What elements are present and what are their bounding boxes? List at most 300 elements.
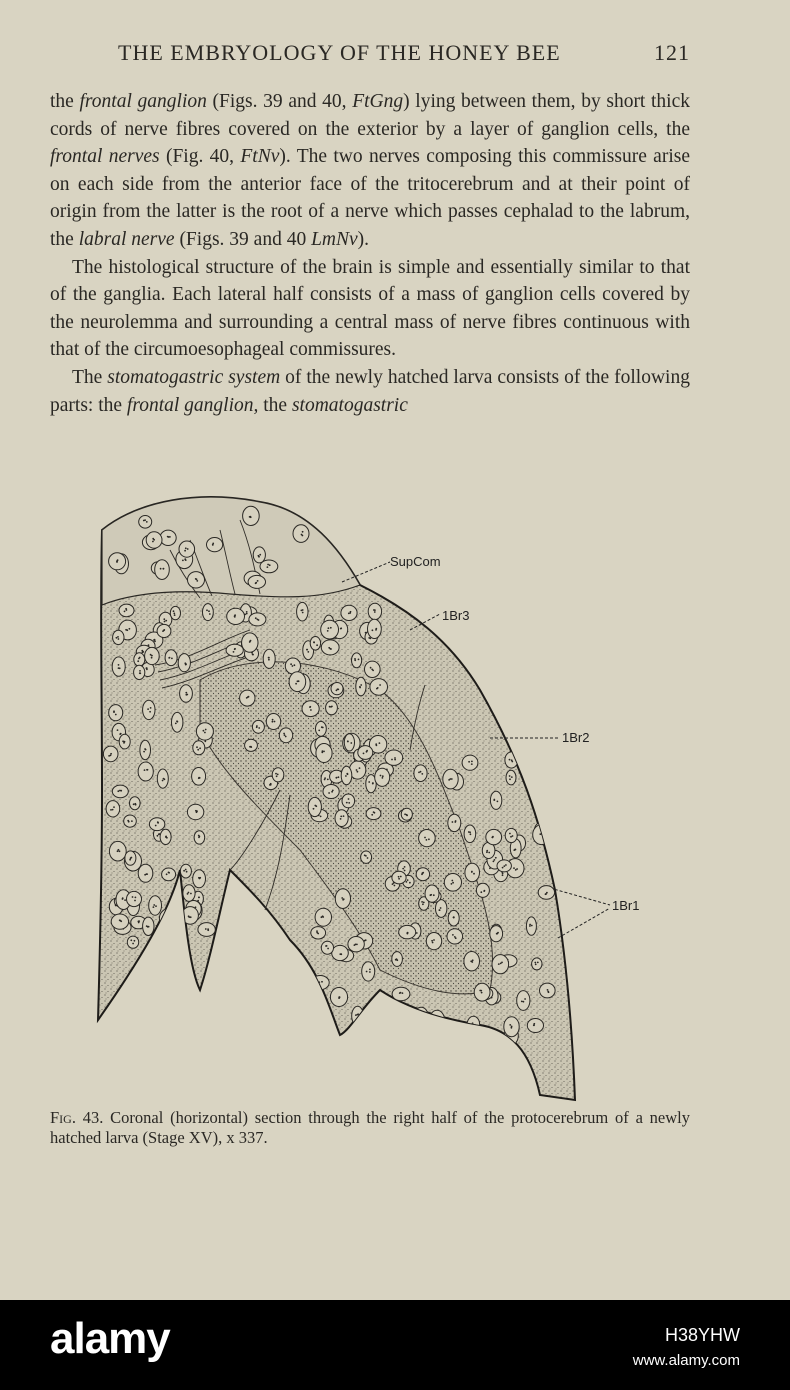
cell-nucleus-dot	[268, 657, 270, 659]
cell-nucleus-dot	[399, 992, 401, 994]
cell-nucleus-dot	[128, 821, 130, 823]
cell-nucleus-dot	[529, 925, 531, 927]
italic-term: frontal ganglion	[79, 91, 207, 112]
cell-nucleus-dot	[394, 885, 396, 887]
cell-nucleus-dot	[438, 1079, 440, 1081]
cell-nucleus-dot	[348, 802, 350, 804]
ganglion-cell	[138, 762, 153, 781]
cell-nucleus-dot	[275, 773, 277, 775]
upper-cap-region	[102, 497, 360, 605]
text-run: (Figs. 39 and 40,	[206, 91, 353, 112]
cell-nucleus-dot	[535, 964, 537, 966]
cell-nucleus-dot	[381, 1012, 383, 1014]
cell-nucleus-dot	[412, 1083, 414, 1085]
histology-illustration	[80, 490, 720, 1110]
cell-nucleus-dot	[116, 560, 118, 562]
ganglion-cell	[226, 644, 243, 656]
cell-nucleus-dot	[357, 771, 359, 773]
italic-term: frontal nerves	[50, 146, 160, 168]
cell-nucleus-dot	[414, 1080, 416, 1082]
ganglion-cell	[112, 657, 125, 676]
cell-nucleus-dot	[371, 669, 373, 671]
ganglion-cell	[127, 936, 138, 948]
cell-nucleus-dot	[163, 618, 165, 620]
cell-nucleus-dot	[471, 763, 473, 765]
cell-nucleus-dot	[331, 1070, 333, 1072]
text-run: (Figs. 39 and 40	[174, 228, 312, 250]
cell-nucleus-dot	[190, 916, 192, 918]
cell-nucleus-dot	[533, 1023, 535, 1025]
ganglion-cell	[362, 962, 375, 981]
ganglion-cell	[388, 1002, 404, 1018]
cell-nucleus-dot	[348, 798, 350, 800]
cell-nucleus-dot	[124, 611, 126, 613]
cell-nucleus-dot	[336, 690, 338, 692]
cell-nucleus-dot	[379, 1040, 381, 1042]
cell-nucleus-dot	[325, 1024, 327, 1026]
cell-nucleus-dot	[537, 962, 539, 964]
cell-nucleus-dot	[452, 821, 454, 823]
ganglion-cell	[433, 1074, 444, 1089]
cell-nucleus-dot	[183, 870, 185, 872]
ganglion-cell	[316, 744, 332, 763]
ganglion-cell	[505, 828, 517, 842]
cell-nucleus-dot	[147, 708, 149, 710]
cell-nucleus-dot	[379, 742, 381, 744]
ganglion-cell	[450, 1045, 462, 1060]
cell-nucleus-dot	[331, 1071, 333, 1073]
ganglion-cell	[383, 1054, 394, 1070]
cell-nucleus-dot	[421, 1016, 423, 1018]
cell-nucleus-dot	[509, 759, 511, 761]
cell-nucleus-dot	[116, 637, 118, 639]
cell-nucleus-dot	[426, 839, 428, 841]
cell-nucleus-dot	[340, 816, 342, 818]
cell-nucleus-dot	[502, 867, 504, 869]
cell-nucleus-dot	[328, 792, 330, 794]
cell-nucleus-dot	[205, 729, 207, 731]
cell-nucleus-dot	[366, 971, 368, 973]
cell-nucleus-dot	[208, 610, 210, 612]
cell-nucleus-dot	[505, 864, 507, 866]
cell-nucleus-dot	[509, 833, 511, 835]
cell-nucleus-dot	[132, 943, 134, 945]
ganglion-cell	[326, 1065, 338, 1079]
cell-nucleus-dot	[426, 1018, 428, 1020]
cell-nucleus-dot	[175, 723, 177, 725]
cell-nucleus-dot	[347, 1048, 349, 1050]
cell-nucleus-dot	[419, 1014, 421, 1016]
cell-nucleus-dot	[135, 897, 137, 899]
ganglion-cell	[149, 896, 162, 915]
cell-nucleus-dot	[250, 746, 252, 748]
cell-nucleus-dot	[547, 989, 549, 991]
ganglion-cell	[134, 653, 145, 666]
cell-nucleus-dot	[203, 730, 205, 732]
image-id: H38YHW	[664, 1325, 740, 1345]
cell-nucleus-dot	[368, 781, 370, 783]
cell-nucleus-dot	[347, 1046, 349, 1048]
cell-nucleus-dot	[234, 616, 236, 618]
cell-nucleus-dot	[171, 658, 173, 660]
ganglion-cell	[303, 1000, 321, 1015]
cell-nucleus-dot	[404, 870, 406, 872]
ganglion-cell	[307, 998, 321, 1011]
label-br1: 1Br1	[612, 898, 640, 913]
cell-nucleus-dot	[433, 1089, 435, 1091]
ganglion-cell	[227, 608, 245, 624]
ganglion-cell	[266, 714, 280, 730]
figure-caption	[50, 1108, 690, 1148]
cell-nucleus-dot	[151, 657, 153, 659]
cell-nucleus-dot	[137, 660, 139, 662]
ganglion-cell	[429, 1010, 444, 1030]
cell-nucleus-dot	[346, 773, 348, 775]
cell-nucleus-dot	[398, 876, 400, 878]
cell-nucleus-dot	[470, 833, 472, 835]
cell-nucleus-dot	[155, 954, 157, 956]
ganglion-cell	[361, 851, 372, 863]
cell-nucleus-dot	[377, 1040, 379, 1042]
ganglion-cell	[111, 914, 128, 929]
text-run: (Fig. 40,	[159, 146, 241, 168]
cell-nucleus-dot	[198, 897, 200, 899]
cell-nucleus-dot	[374, 609, 376, 611]
cell-nucleus-dot	[139, 657, 141, 659]
cell-nucleus-dot	[113, 710, 115, 712]
cell-nucleus-dot	[359, 767, 361, 769]
cell-nucleus-dot	[433, 1088, 435, 1090]
cell-nucleus-dot	[169, 917, 171, 919]
ganglion-cell	[332, 945, 349, 960]
cell-nucleus-dot	[166, 916, 168, 918]
cell-nucleus-dot	[331, 791, 333, 793]
cell-nucleus-dot	[122, 897, 124, 899]
ganglion-cell	[462, 755, 478, 770]
caption-label: Fig. 43.	[50, 1108, 104, 1127]
cell-nucleus-dot	[204, 740, 206, 742]
cell-nucleus-dot	[267, 566, 269, 568]
cell-nucleus-dot	[184, 550, 186, 552]
cell-nucleus-dot	[162, 780, 164, 782]
cell-nucleus-dot	[451, 778, 453, 780]
cell-nucleus-dot	[502, 1067, 504, 1069]
cell-nucleus-dot	[258, 555, 260, 557]
cell-nucleus-dot	[259, 554, 261, 556]
cell-nucleus-dot	[246, 611, 248, 613]
cell-nucleus-dot	[175, 980, 177, 982]
ganglion-cell	[342, 794, 355, 808]
cell-nucleus-dot	[374, 611, 376, 613]
cell-nucleus-dot	[272, 719, 274, 721]
cell-nucleus-dot	[153, 906, 155, 908]
ganglion-cell	[178, 654, 190, 672]
ganglion-cell	[143, 700, 155, 719]
cell-nucleus-dot	[272, 721, 274, 723]
cell-nucleus-dot	[479, 990, 481, 992]
cell-nucleus-dot	[490, 1085, 492, 1087]
cell-nucleus-dot	[119, 733, 121, 735]
ganglion-cell	[406, 1076, 424, 1088]
cell-nucleus-dot	[439, 1079, 441, 1081]
cell-nucleus-dot	[324, 777, 326, 779]
cell-nucleus-dot	[406, 1018, 408, 1020]
cell-nucleus-dot	[377, 687, 379, 689]
cell-nucleus-dot	[404, 813, 406, 815]
cell-nucleus-dot	[331, 706, 333, 708]
cell-nucleus-dot	[471, 761, 473, 763]
cell-nucleus-dot	[306, 649, 308, 651]
cell-nucleus-dot	[376, 745, 378, 747]
cell-nucleus-dot	[184, 662, 186, 664]
cell-nucleus-dot	[383, 1012, 385, 1014]
cell-nucleus-dot	[452, 934, 454, 936]
ganglion-cell	[419, 830, 436, 847]
cell-nucleus-dot	[429, 1076, 431, 1078]
cell-nucleus-dot	[250, 516, 252, 518]
cell-nucleus-dot	[138, 988, 140, 990]
cell-nucleus-dot	[134, 900, 136, 902]
cell-nucleus-dot	[118, 667, 120, 669]
cell-nucleus-dot	[511, 759, 513, 761]
cell-nucleus-dot	[410, 1029, 412, 1031]
cell-nucleus-dot	[454, 821, 456, 823]
cell-nucleus-dot	[457, 1063, 459, 1065]
text-run: of the newly hatched larva consists of the following parts: the	[50, 366, 690, 416]
cell-nucleus-dot	[198, 837, 200, 839]
text-run: ).	[357, 228, 370, 250]
ganglion-cell	[506, 770, 516, 785]
cell-nucleus-dot	[431, 1088, 433, 1090]
cell-nucleus-dot	[335, 1077, 337, 1079]
cell-nucleus-dot	[383, 1010, 385, 1012]
cell-nucleus-dot	[340, 953, 342, 955]
ganglion-cell	[248, 575, 265, 588]
cell-nucleus-dot	[316, 644, 318, 646]
cell-nucleus-dot	[348, 613, 350, 615]
cell-nucleus-dot	[185, 559, 187, 561]
cell-nucleus-dot	[342, 899, 344, 901]
cell-nucleus-dot	[343, 1060, 345, 1062]
cell-nucleus-dot	[196, 811, 198, 813]
cell-nucleus-dot	[489, 1083, 491, 1085]
cell-nucleus-dot	[374, 812, 376, 814]
ganglion-cell	[352, 653, 362, 668]
cell-nucleus-dot	[146, 669, 148, 671]
cell-nucleus-dot	[545, 893, 547, 895]
ganglion-cell	[422, 1060, 437, 1076]
cell-nucleus-dot	[451, 883, 453, 885]
cell-nucleus-dot	[190, 893, 192, 895]
cell-nucleus-dot	[139, 670, 141, 672]
ganglion-cell	[279, 728, 292, 743]
cell-nucleus-dot	[311, 1003, 313, 1005]
cell-nucleus-dot	[347, 741, 349, 743]
ganglion-cell	[340, 1040, 351, 1057]
cell-nucleus-dot	[422, 1015, 424, 1017]
italic-term: frontal ganglion,	[126, 394, 259, 416]
cell-nucleus-dot	[168, 917, 170, 919]
cell-nucleus-dot	[164, 778, 166, 780]
cell-nucleus-dot	[310, 1007, 312, 1009]
cell-nucleus-dot	[407, 879, 409, 881]
cell-nucleus-dot	[267, 564, 269, 566]
cell-nucleus-dot	[146, 521, 148, 523]
figure-43	[80, 490, 720, 1110]
ganglion-cell	[327, 1073, 343, 1087]
cell-nucleus-dot	[539, 833, 541, 835]
cell-nucleus-dot	[521, 1001, 523, 1003]
cell-nucleus-dot	[110, 753, 112, 755]
cell-nucleus-dot	[339, 996, 341, 998]
cell-nucleus-dot	[363, 753, 365, 755]
cell-nucleus-dot	[309, 706, 311, 708]
cell-nucleus-dot	[406, 881, 408, 883]
cell-nucleus-dot	[323, 751, 325, 753]
ganglion-cell	[385, 750, 403, 765]
cell-nucleus-dot	[135, 804, 137, 806]
cell-nucleus-dot	[379, 684, 381, 686]
cell-nucleus-dot	[358, 659, 360, 661]
cell-nucleus-dot	[372, 629, 374, 631]
cell-nucleus-dot	[149, 711, 151, 713]
cell-nucleus-dot	[209, 613, 211, 615]
cell-nucleus-dot	[131, 857, 133, 859]
cell-nucleus-dot	[163, 568, 165, 570]
cell-nucleus-dot	[204, 732, 206, 734]
cell-nucleus-dot	[406, 815, 408, 817]
cell-nucleus-dot	[199, 747, 201, 749]
cell-nucleus-dot	[346, 1049, 348, 1051]
cell-nucleus-dot	[485, 1041, 487, 1043]
cell-nucleus-dot	[542, 831, 544, 833]
cell-nucleus-dot	[502, 1074, 504, 1076]
ganglion-cell	[316, 721, 327, 736]
ganglion-cell	[425, 885, 439, 902]
cell-nucleus-dot	[157, 835, 159, 837]
cell-nucleus-dot	[430, 1075, 432, 1077]
cell-nucleus-dot	[424, 837, 426, 839]
cell-nucleus-dot	[327, 1021, 329, 1023]
cell-nucleus-dot	[500, 1077, 502, 1079]
cell-nucleus-dot	[422, 903, 424, 905]
cell-nucleus-dot	[515, 1078, 517, 1080]
label-supcom: SupCom	[390, 554, 441, 569]
ganglion-cell	[486, 829, 502, 844]
ganglion-cell	[151, 948, 162, 964]
cell-nucleus-dot	[110, 755, 112, 757]
cell-nucleus-dot	[138, 922, 140, 924]
cell-nucleus-dot	[496, 933, 498, 935]
cell-nucleus-dot	[197, 749, 199, 751]
cell-nucleus-dot	[198, 835, 200, 837]
cell-nucleus-dot	[369, 971, 371, 973]
cell-nucleus-dot	[321, 752, 323, 754]
cell-nucleus-dot	[160, 568, 162, 570]
cell-nucleus-dot	[322, 727, 324, 729]
cell-nucleus-dot	[498, 963, 500, 965]
cell-nucleus-dot	[481, 992, 483, 994]
cell-nucleus-dot	[333, 1081, 335, 1083]
ganglion-cell	[196, 723, 213, 740]
cell-nucleus-dot	[182, 560, 184, 562]
ganglion-cell	[180, 864, 191, 878]
ganglion-cell	[193, 741, 205, 755]
italic-term: labral nerve	[78, 228, 175, 250]
cell-nucleus-dot	[500, 963, 502, 965]
cell-nucleus-dot	[327, 779, 329, 781]
ganglion-cell	[302, 701, 319, 717]
ganglion-cell	[340, 1051, 351, 1069]
cell-nucleus-dot	[142, 651, 144, 653]
page-number: 121	[654, 40, 690, 65]
cell-nucleus-dot	[168, 872, 170, 874]
cell-nucleus-dot	[126, 629, 128, 631]
cell-nucleus-dot	[120, 790, 122, 792]
cell-nucleus-dot	[115, 714, 117, 716]
cell-nucleus-dot	[248, 696, 250, 698]
cell-nucleus-dot	[382, 775, 384, 777]
cell-nucleus-dot	[327, 630, 329, 632]
text-run: The histological structure of the brain is simple and essentially similar to that of the ganglia. Each lateral half consists of a mass of ganglion cells covered by the neurolemma and surrounding a central mass of nerve fibres continuous with that of the circumoesophageal commissures.	[50, 256, 690, 361]
cell-nucleus-dot	[335, 1079, 337, 1081]
cell-nucleus-dot	[174, 978, 176, 980]
cell-nucleus-dot	[166, 873, 168, 875]
ganglion-cell	[476, 883, 489, 897]
cell-nucleus-dot	[484, 890, 486, 892]
cell-nucleus-dot	[429, 1018, 431, 1020]
cell-nucleus-dot	[269, 564, 271, 566]
cell-nucleus-dot	[343, 1060, 345, 1062]
cell-nucleus-dot	[433, 894, 435, 896]
cell-nucleus-dot	[177, 975, 179, 977]
cell-nucleus-dot	[146, 925, 148, 927]
ganglion-cell	[344, 734, 354, 751]
cell-nucleus-dot	[469, 831, 471, 833]
cell-nucleus-dot	[113, 806, 115, 808]
cell-nucleus-dot	[356, 769, 358, 771]
ganglion-cell	[321, 941, 333, 954]
ganglion-cell	[172, 973, 183, 991]
cell-nucleus-dot	[533, 1024, 535, 1026]
cell-nucleus-dot	[394, 759, 396, 761]
cell-nucleus-dot	[134, 940, 136, 942]
cell-nucleus-dot	[549, 826, 551, 828]
ganglion-cell	[414, 1007, 428, 1024]
italic-term: FtNv	[240, 146, 280, 168]
cell-nucleus-dot	[258, 727, 260, 729]
cell-nucleus-dot	[177, 980, 179, 982]
ganglion-cell	[426, 933, 441, 950]
cell-nucleus-dot	[548, 824, 550, 826]
cell-nucleus-dot	[352, 1049, 354, 1051]
cell-nucleus-dot	[117, 790, 119, 792]
ganglion-cell	[451, 1055, 462, 1072]
cell-nucleus-dot	[174, 614, 176, 616]
cell-nucleus-dot	[396, 959, 398, 961]
label-br2: 1Br2	[562, 730, 590, 745]
cell-nucleus-dot	[118, 638, 120, 640]
ganglion-cell	[253, 547, 265, 563]
ganglion-cell	[421, 1013, 434, 1029]
ganglion-cell	[171, 971, 182, 985]
cell-nucleus-dot	[153, 639, 155, 641]
cell-nucleus-dot	[257, 619, 259, 621]
cell-nucleus-dot	[129, 628, 131, 630]
cell-nucleus-dot	[359, 686, 361, 688]
alamy-logo: alamy	[50, 1314, 170, 1363]
cell-nucleus-dot	[380, 775, 382, 777]
